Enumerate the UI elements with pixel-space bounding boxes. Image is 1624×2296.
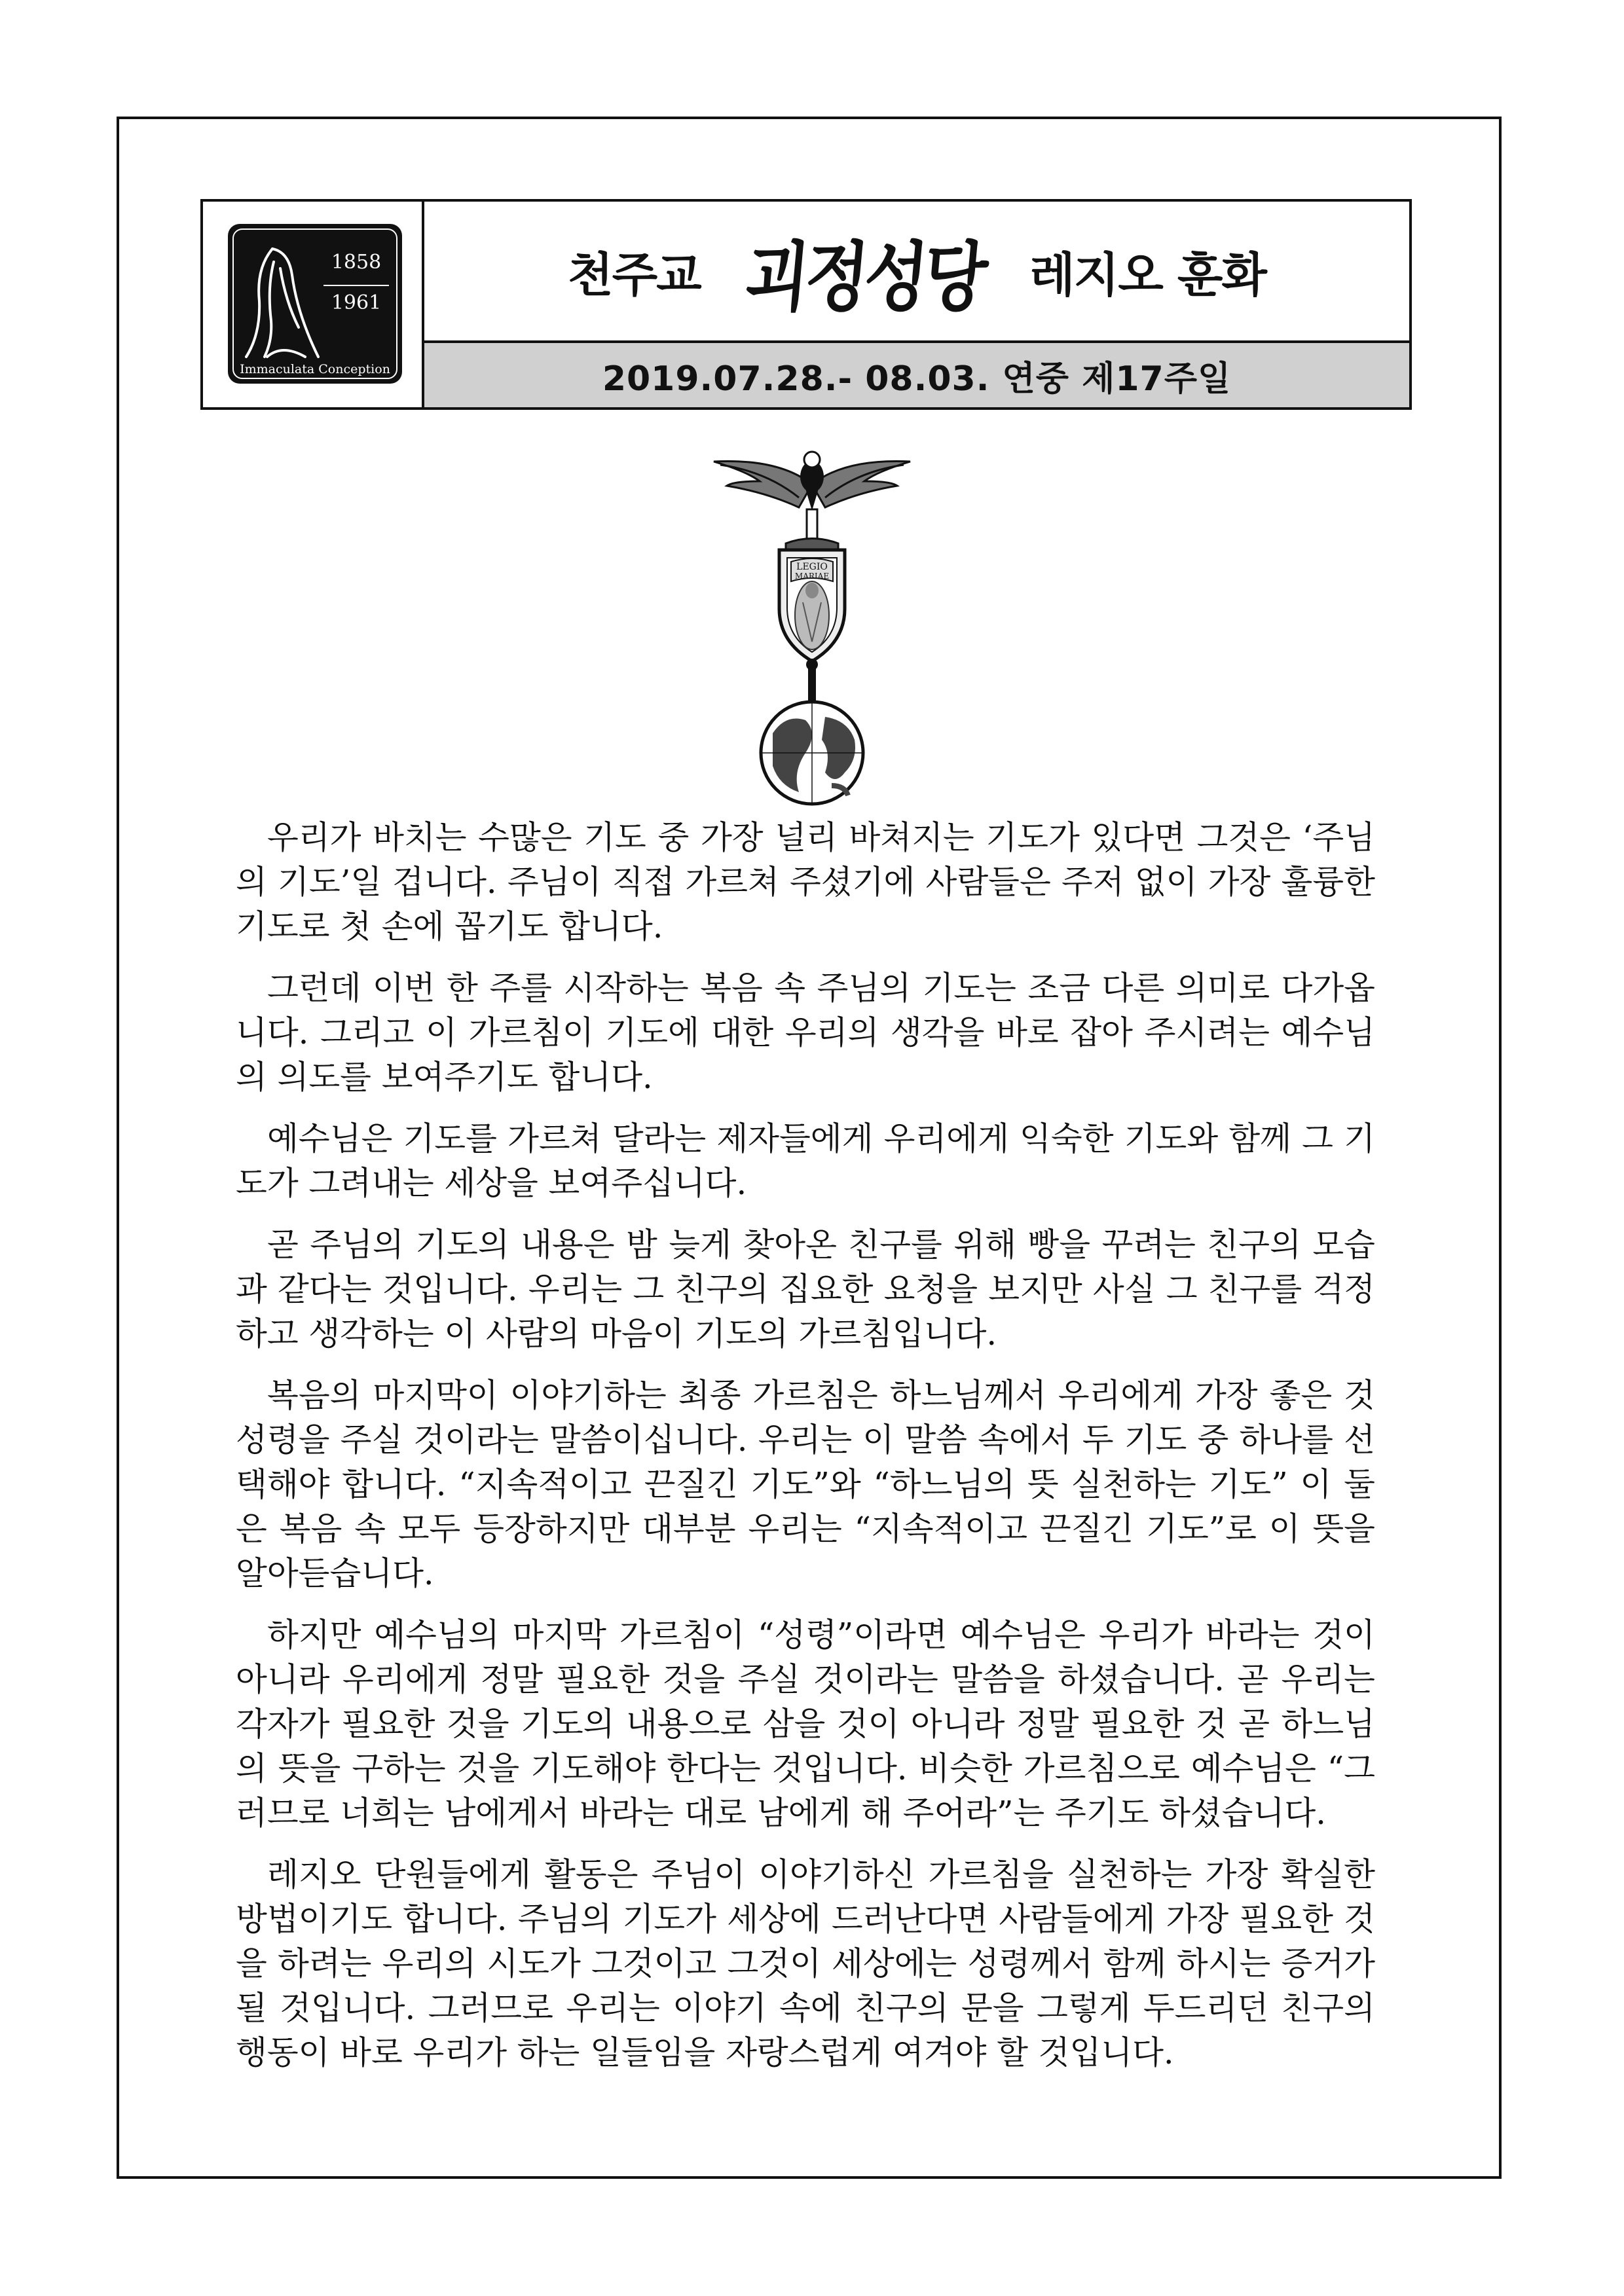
paragraph: 우리가 바치는 수많은 기도 중 가장 널리 바쳐지는 기도가 있다면 그것은 ‘주님의 기도’일 겁니다. 주님이 직접 가르쳐 주셨기에 사람들은 주저 없이 가장 훌륭한 기도로 첫 손에 꼽기도 합니다.: [236, 818, 1375, 945]
title-bar: [424, 202, 1409, 343]
paragraph: 그런데 이번 한 주를 시작하는 복음 속 주님의 기도는 조금 다른 의미로 다가옵니다. 그리고 이 가르침이 기도에 대한 우리의 생각을 바로 잡아 주시려는 예수님의 의도를 보여주기도 합니다.: [236, 969, 1375, 1096]
logo-year-end: 1961: [331, 291, 382, 314]
logo-year-start: 1858: [331, 251, 382, 274]
header: [200, 199, 1412, 410]
title-suffix: 레지오 훈화: [1029, 247, 1266, 302]
paragraph: 레지오 단원들에게 활동은 주님이 이야기하신 가르침을 실천하는 가장 확실한 방법이기도 합니다. 주님의 기도가 세상에 드러난다면 사람들에게 가장 필요한 것을 하려는 우리의 시도가 그것이고 그것이 세상에는 성령께서 함께 하시는 증거가 될 것입니다. 그러므로 우리는 이야기 속에 친구의 문을 그렇게 두드리던 친구의 행동이 바로 우리가 하는 일들임을 자랑스럽게 여겨야 할 것입니다.: [236, 1855, 1375, 2071]
title-prefix: 천주교: [568, 247, 701, 302]
title-parish-name: 괴정성당: [741, 232, 987, 322]
paragraph: 하지만 예수님의 마지막 가르침이 “성령”이라면 예수님은 우리가 바라는 것이 아니라 우리에게 정말 필요한 것을 주실 것이라는 말씀을 하셨습니다. 곧 우리는 각자가 필요한 것을 기도의 내용으로 삼을 것이 아니라 정말 필요한 것 곧 하느님의 뜻을 구하는 것을 기도해야 한다는 것입니다. 비슷한 가르침으로 예수님은 “그러므로 너희는 남에게서 바라는 대로 남에게 해 주어라”는 주기도 하셨습니다.: [236, 1616, 1375, 1832]
paragraph: 복음의 마지막이 이야기하는 최종 가르침은 하느님께서 우리에게 가장 좋은 것 성령을 주실 것이라는 말씀이십니다. 우리는 이 말씀 속에서 두 기도 중 하나를 선택해야 합니다. “지속적이고 끈질긴 기도”와 “하느님의 뜻 실천하는 기도” 이 둘은 복음 속 모두 등장하지만 대부분 우리는 “지속적이고 끈질긴 기도”로 이 뜻을 알아듣습니다.: [236, 1376, 1375, 1592]
logo-cell: [203, 202, 424, 407]
globe-icon: [761, 702, 863, 804]
paragraph: 예수님은 기도를 가르쳐 달라는 제자들에게 우리에게 익숙한 기도와 함께 그 기도가 그려내는 세상을 보여주십니다.: [236, 1120, 1375, 1202]
logo-caption: Immaculata Conception: [240, 362, 390, 376]
parish-logo: [227, 223, 403, 385]
homily-body: [236, 815, 1375, 2092]
virgin-mary-figure-icon: [795, 581, 829, 649]
date-bar: [424, 343, 1409, 407]
emblem-banner-line1: LEGIO: [796, 562, 828, 572]
legio-mariae-vexillum-icon: [707, 445, 917, 812]
paragraph: 곧 주님의 기도의 내용은 밤 늦게 찾아온 친구를 위해 빵을 꾸려는 친구의 모습과 같다는 것입니다. 우리는 그 친구의 집요한 요청을 보지만 사실 그 친구를 걱정하고 생각하는 이 사람의 마음이 기도의 가르침입니다.: [236, 1226, 1375, 1353]
date-line: 2019.07.28.- 08.03. 연중 제17주일: [602, 359, 1232, 399]
emblem-banner-line2: MARIAE: [794, 572, 830, 581]
